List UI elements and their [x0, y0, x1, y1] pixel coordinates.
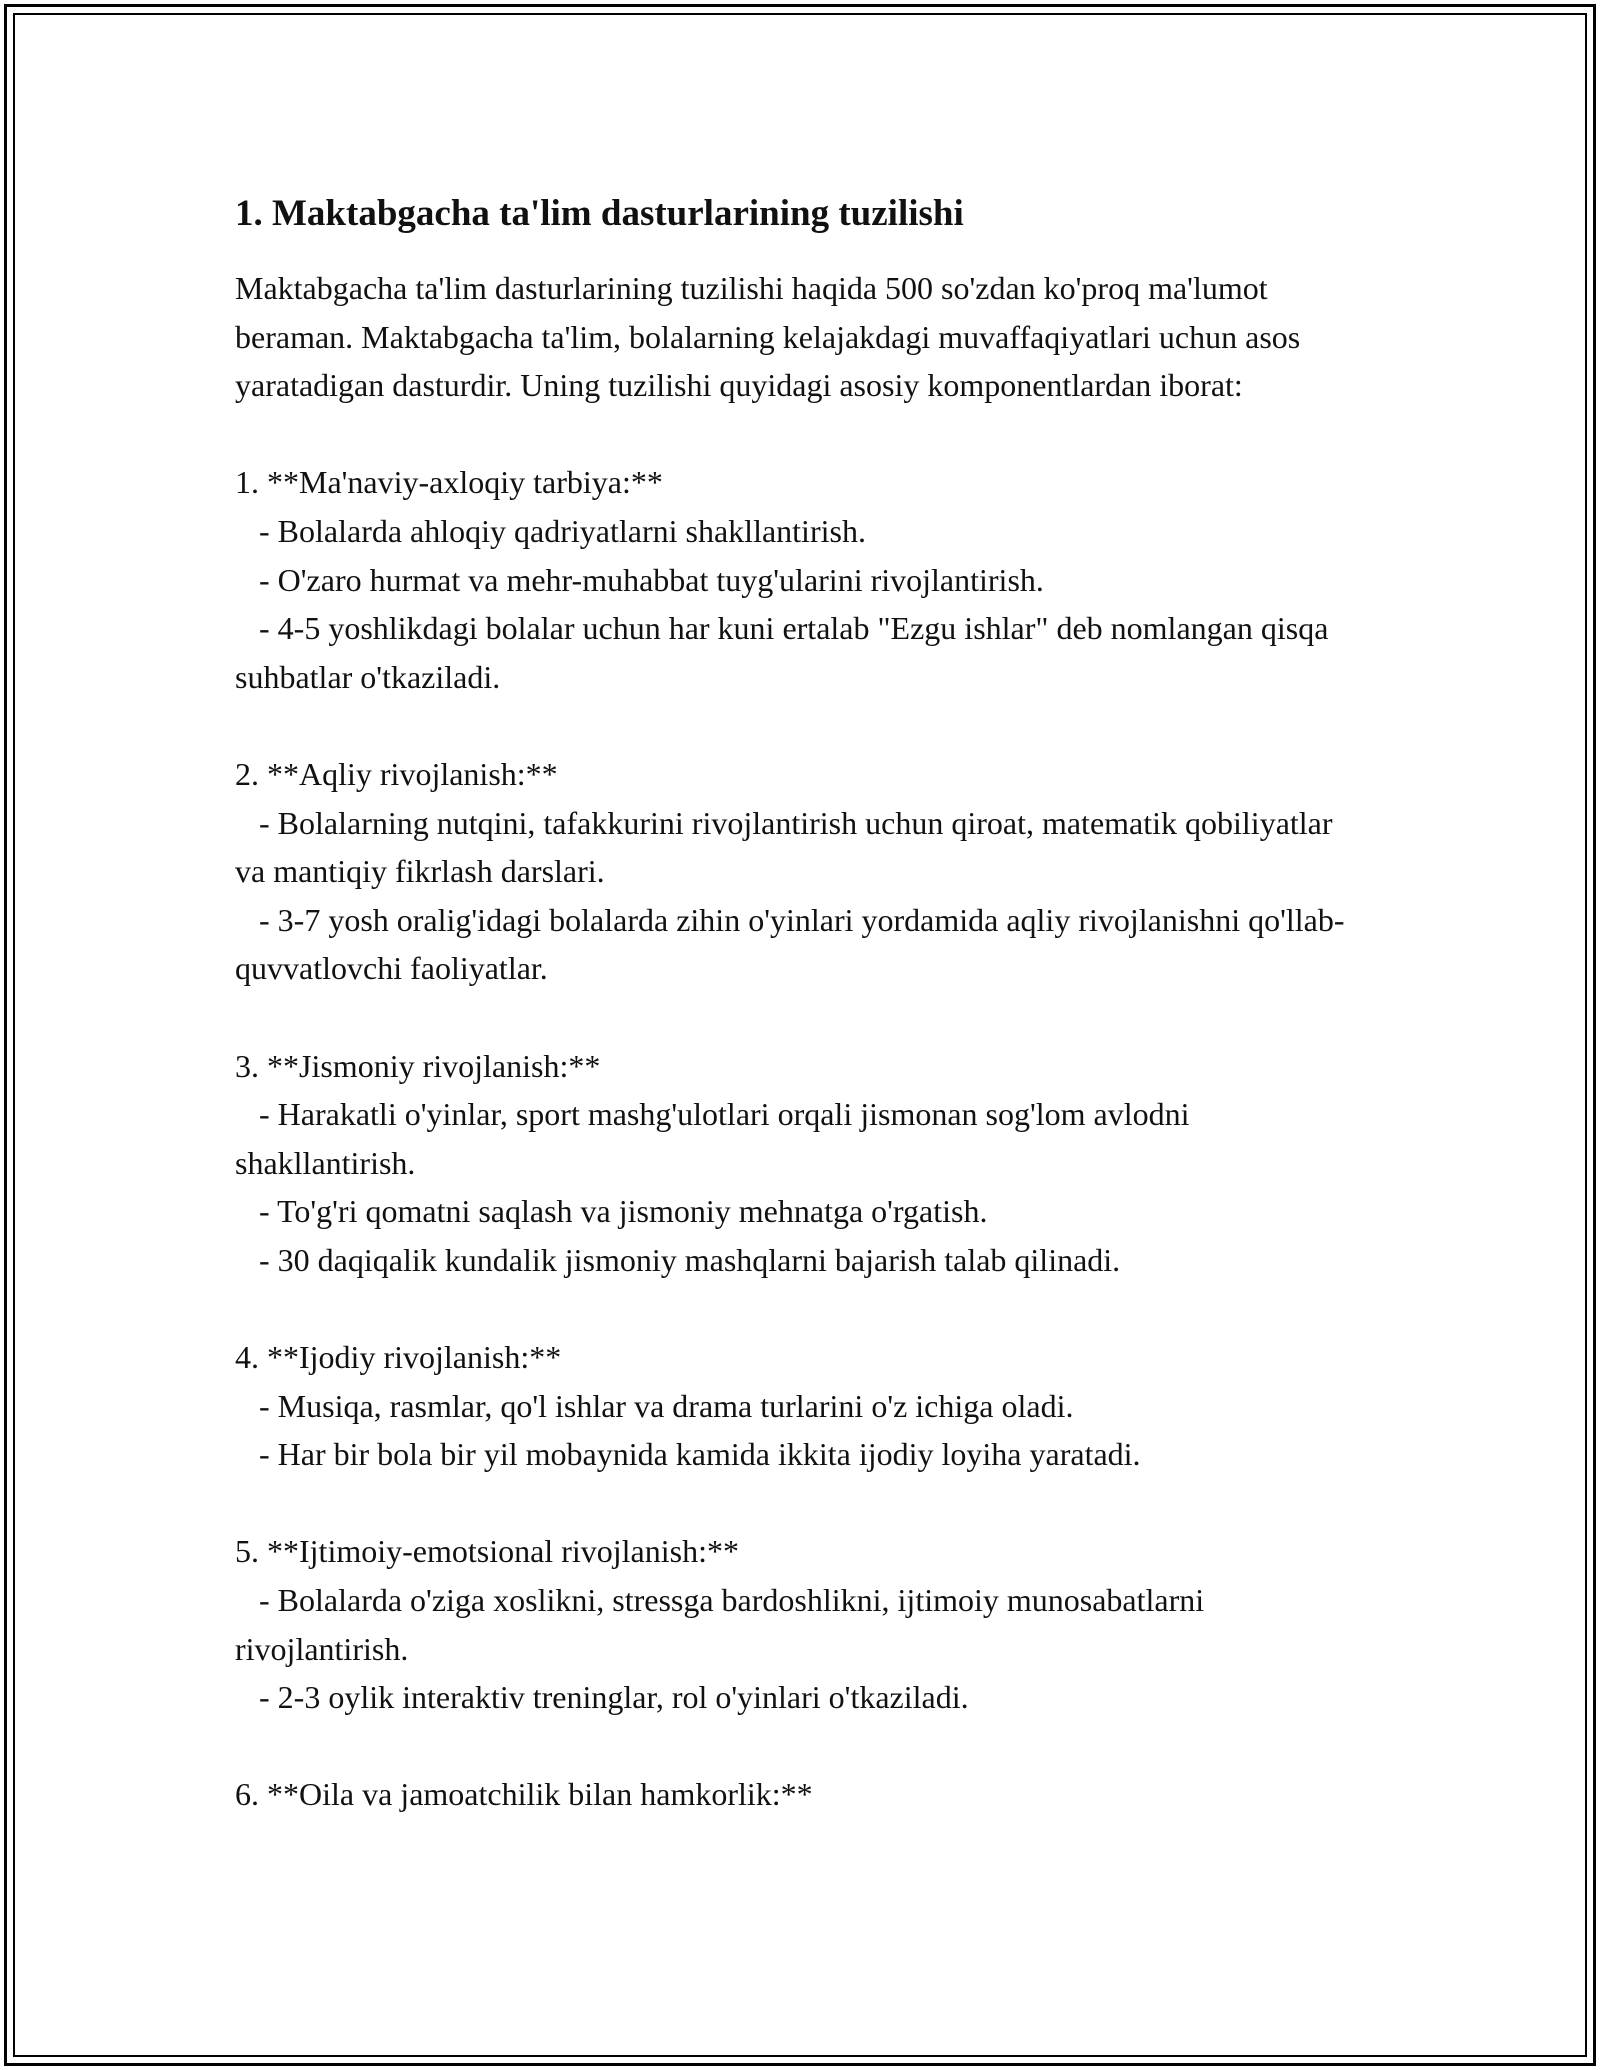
section-heading: 2. **Aqliy rivojlanish:**	[235, 755, 558, 792]
list-item: - Harakatli o'yinlar, sport mashg'ulotlari orqali jismonan sog'lom avlodni shakllantirish.	[235, 1096, 1198, 1181]
list-item: - Har bir bola bir yil mobaynida kamida ikkita ijodiy loyiha yaratadi.	[235, 1436, 1141, 1473]
section-heading: 5. **Ijtimoiy-emotsional rivojlanish:**	[235, 1533, 739, 1570]
section-heading: 3. **Jismoniy rivojlanish:**	[235, 1047, 601, 1084]
list-item: - Bolalarda o'ziga xoslikni, stressga bardoshlikni, ijtimoiy munosabatlarni rivojlantirish.	[235, 1582, 1213, 1667]
document-body	[235, 264, 1365, 1819]
list-item: - Musiqa, rasmlar, qo'l ishlar va drama turlarini o'z ichiga oladi.	[235, 1387, 1074, 1424]
list-item: - 3-7 yosh oralig'idagi bolalarda zihin o'yinlari yordamida aqliy rivojlanishni qo'llab-quvvatlovchi faoliyatlar.	[235, 901, 1345, 987]
list-item: - O'zaro hurmat va mehr-muhabbat tuyg'ularini rivojlantirish.	[235, 561, 1044, 598]
document-content	[235, 190, 1365, 1819]
section-heading: 1. **Ma'naviy-axloqiy tarbiya:**	[235, 464, 663, 501]
section-heading: 6. **Oila va jamoatchilik bilan hamkorlik:**	[235, 1776, 813, 1813]
list-item: - Bolalarda ahloqiy qadriyatlarni shakllantirish.	[235, 512, 866, 549]
list-item: - 30 daqiqalik kundalik jismoniy mashqlarni bajarish talab qilinadi.	[235, 1241, 1121, 1278]
intro-paragraph: Maktabgacha ta'lim dasturlarining tuzilishi haqida 500 so'zdan ko'proq ma'lumot beraman. Maktabgacha ta'lim, bolalarning kelajakdagi muvaffaqiyatlari uchun asos yaratadigan dasturdir. Uning tuzilishi quyidagi asosiy komponentlardan iborat:	[235, 270, 1309, 404]
list-item: - To'g'ri qomatni saqlash va jismoniy mehnatga o'rgatish.	[235, 1193, 988, 1230]
list-item: - 4-5 yoshlikdagi bolalar uchun har kuni ertalab "Ezgu ishlar" deb nomlangan qisqa suhbatlar o'tkaziladi.	[235, 610, 1337, 695]
page-title: 1. Maktabgacha ta'lim dasturlarining tuzilishi	[235, 193, 964, 234]
list-item: - Bolalarning nutqini, tafakkurini rivojlantirish uchun qiroat, matematik qobiliyatlar va mantiqiy fikrlash darslari.	[235, 804, 1341, 890]
list-item: - 2-3 oylik interaktiv treninglar, rol o'yinlari o'tkaziladi.	[235, 1679, 969, 1716]
section-heading: 4. **Ijodiy rivojlanish:**	[235, 1339, 562, 1376]
